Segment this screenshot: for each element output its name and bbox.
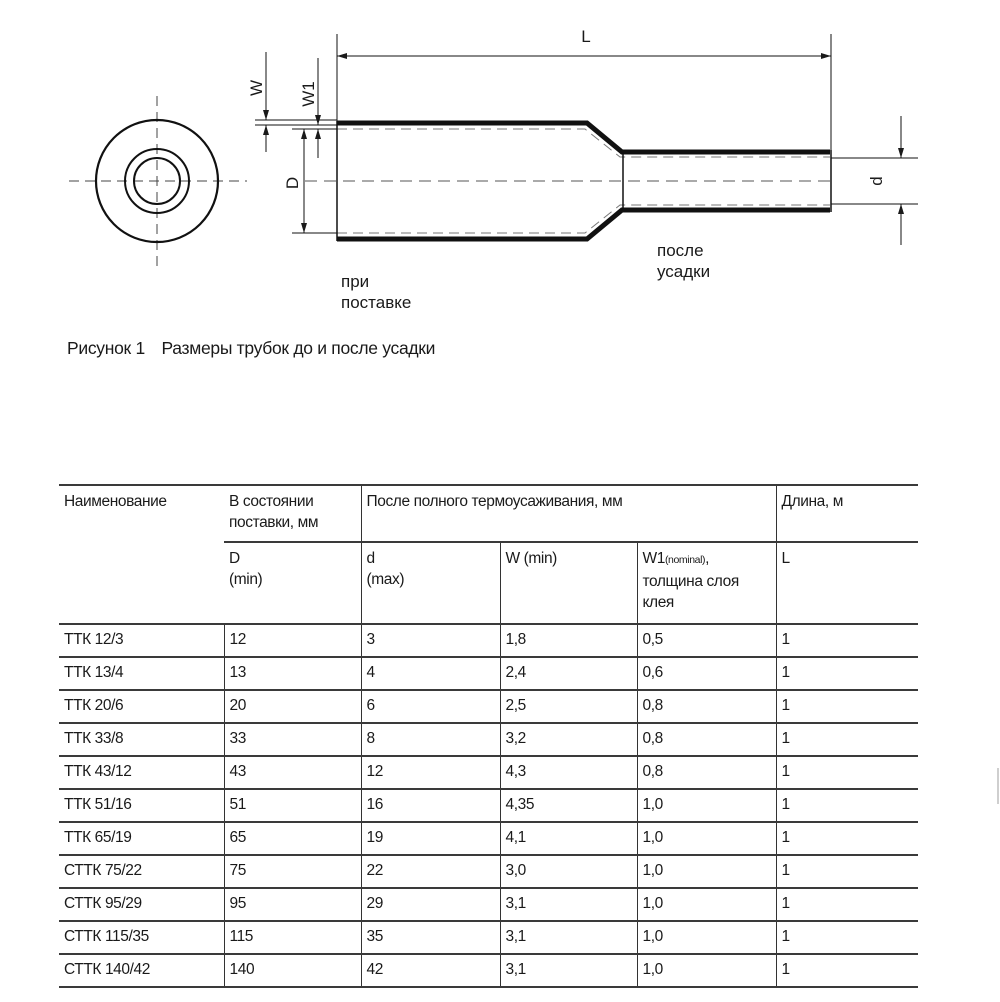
table-row — [59, 954, 918, 987]
cell-w: 3,1 — [500, 921, 637, 954]
tube-bottom-wall — [337, 210, 830, 239]
cell-l: 1 — [776, 855, 918, 888]
cell-w: 3,2 — [500, 723, 637, 756]
cell-l: 1 — [776, 789, 918, 822]
header-W: W (min) — [500, 542, 637, 624]
cell-d: 12 — [361, 756, 500, 789]
cell-d: 35 — [361, 921, 500, 954]
cell-w: 2,4 — [500, 657, 637, 690]
header-length: Длина, м — [776, 485, 918, 542]
figure-caption — [67, 338, 435, 359]
table-row — [59, 624, 918, 657]
header-W1-sub: (nominal) — [664, 554, 706, 566]
cell-w1: 0,8 — [637, 723, 776, 756]
cell-d: 75 — [224, 855, 361, 888]
header-D-line1: D — [229, 550, 240, 567]
end-view — [69, 96, 247, 266]
header-W1-suffix: , — [705, 550, 710, 567]
table-row — [59, 657, 918, 690]
header-D-line2: (min) — [229, 571, 263, 588]
cell-d: 8 — [361, 723, 500, 756]
supplied-label-line2: поставке — [341, 293, 412, 312]
table-row — [59, 756, 918, 789]
caption-text: Размеры трубок до и после усадки — [161, 338, 436, 358]
cell-name: СТТК 115/35 — [59, 921, 224, 954]
D-label: D — [283, 176, 302, 190]
cell-w1: 0,5 — [637, 624, 776, 657]
caption-number: Рисунок 1 — [67, 338, 145, 358]
cell-name: СТТК 140/42 — [59, 954, 224, 987]
table-row — [59, 690, 918, 723]
supplied-label-line1: при — [341, 272, 370, 291]
cell-d: 12 — [224, 624, 361, 657]
cell-name: СТТК 75/22 — [59, 855, 224, 888]
cell-d: 42 — [361, 954, 500, 987]
cell-w1: 1,0 — [637, 855, 776, 888]
table-row — [59, 789, 918, 822]
cell-d: 51 — [224, 789, 361, 822]
cell-l: 1 — [776, 888, 918, 921]
tube-dimension-figure — [0, 0, 1000, 330]
cell-d: 95 — [224, 888, 361, 921]
table-row — [59, 888, 918, 921]
header-D — [224, 542, 361, 624]
table-row — [59, 855, 918, 888]
cell-name: ТТК 33/8 — [59, 723, 224, 756]
header-W1-line2: толщина слоя — [642, 573, 739, 590]
cell-d: 140 — [224, 954, 361, 987]
cell-l: 1 — [776, 954, 918, 987]
header-W1-line3: клея — [642, 594, 674, 611]
cell-d: 29 — [361, 888, 500, 921]
cell-l: 1 — [776, 723, 918, 756]
cell-d: 43 — [224, 756, 361, 789]
supplied-state-label — [341, 271, 411, 313]
header-row-group — [59, 485, 918, 542]
shrunk-label-line2: усадки — [657, 262, 711, 281]
cell-w1: 1,0 — [637, 822, 776, 855]
cell-d: 3 — [361, 624, 500, 657]
cell-d: 20 — [224, 690, 361, 723]
cell-w1: 1,0 — [637, 888, 776, 921]
cell-name: СТТК 95/29 — [59, 888, 224, 921]
header-W1-line1 — [643, 548, 771, 571]
header-d-line2: (max) — [366, 571, 405, 588]
cell-d: 22 — [361, 855, 500, 888]
cell-w: 3,0 — [500, 855, 637, 888]
tube-drawing — [0, 0, 1000, 330]
header-name: Наименование — [59, 485, 224, 624]
cell-w1: 1,0 — [637, 921, 776, 954]
shrunk-label-line1: после — [657, 241, 704, 260]
cell-name: ТТК 12/3 — [59, 624, 224, 657]
cell-d: 65 — [224, 822, 361, 855]
cell-l: 1 — [776, 756, 918, 789]
cell-w: 4,35 — [500, 789, 637, 822]
header-after-shrink: После полного термоусаживания, мм — [361, 485, 776, 542]
cell-l: 1 — [776, 624, 918, 657]
cell-d: 6 — [361, 690, 500, 723]
cell-d: 13 — [224, 657, 361, 690]
cell-w1: 1,0 — [637, 954, 776, 987]
cell-d: 19 — [361, 822, 500, 855]
cell-d: 4 — [361, 657, 500, 690]
header-W1-main: W1 — [642, 550, 665, 567]
table-body — [59, 624, 918, 987]
W-label: W — [247, 79, 266, 97]
cell-l: 1 — [776, 822, 918, 855]
cell-name: ТТК 65/19 — [59, 822, 224, 855]
header-supplied — [224, 485, 361, 542]
header-supplied-line2: поставки, мм — [229, 514, 319, 531]
cell-w1: 0,8 — [637, 756, 776, 789]
d-label: d — [867, 176, 886, 186]
tube-top-wall — [337, 123, 830, 152]
cell-w: 3,1 — [500, 954, 637, 987]
table-row — [59, 822, 918, 855]
cell-w1: 0,6 — [637, 657, 776, 690]
header-W1 — [637, 542, 776, 624]
W1-label: W1 — [299, 81, 318, 107]
cell-w: 3,1 — [500, 888, 637, 921]
cell-w: 2,5 — [500, 690, 637, 723]
cell-d: 115 — [224, 921, 361, 954]
cell-l: 1 — [776, 921, 918, 954]
cell-name: ТТК 51/16 — [59, 789, 224, 822]
cell-d: 16 — [361, 789, 500, 822]
cell-w1: 0,8 — [637, 690, 776, 723]
shrunk-state-label — [657, 240, 710, 282]
cell-l: 1 — [776, 690, 918, 723]
cell-w: 4,3 — [500, 756, 637, 789]
edge-mark — [997, 768, 999, 804]
specification-table — [59, 484, 918, 988]
header-d — [361, 542, 500, 624]
cell-name: ТТК 43/12 — [59, 756, 224, 789]
header-supplied-line1: В состоянии — [229, 493, 314, 510]
side-view — [247, 27, 918, 245]
cell-w: 1,8 — [500, 624, 637, 657]
cell-l: 1 — [776, 657, 918, 690]
L-label: L — [581, 27, 591, 46]
cell-name: ТТК 13/4 — [59, 657, 224, 690]
cell-w: 4,1 — [500, 822, 637, 855]
table-row — [59, 723, 918, 756]
header-d-line1: d — [366, 550, 375, 567]
cell-name: ТТК 20/6 — [59, 690, 224, 723]
table-row — [59, 921, 918, 954]
header-L: L — [776, 542, 918, 624]
cell-w1: 1,0 — [637, 789, 776, 822]
cell-d: 33 — [224, 723, 361, 756]
